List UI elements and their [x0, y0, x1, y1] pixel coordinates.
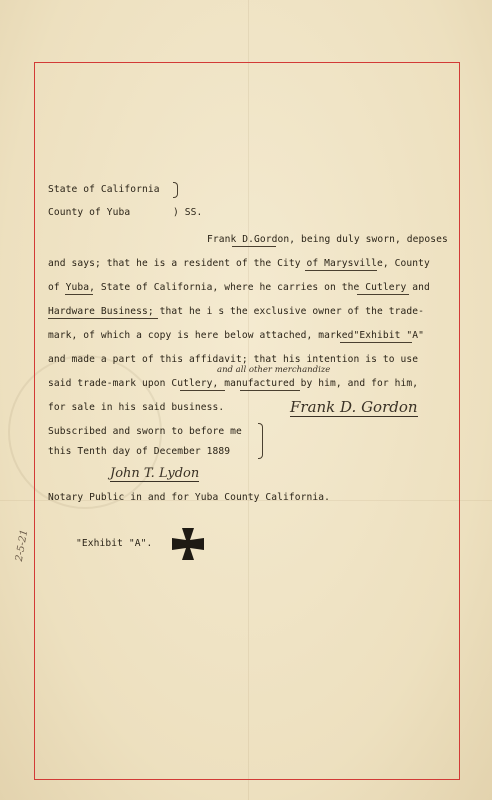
- underline: [65, 294, 93, 295]
- venue-bracket: [173, 182, 178, 198]
- affiant-signature: Frank D. Gordon: [290, 398, 418, 416]
- underline: [240, 390, 300, 391]
- underline: [340, 342, 412, 343]
- ss-mark: ) SS.: [173, 207, 203, 218]
- notary-signature: John T. Lydon: [110, 466, 200, 481]
- notary-title: Notary Public in and for Yuba County California.: [48, 492, 331, 503]
- body-line: Frank D.Gordon, being duly sworn, deposes: [207, 234, 448, 245]
- underline: [357, 294, 409, 295]
- body-line: for sale in his said business.: [48, 402, 225, 413]
- jurat-line: this Tenth day of December 1889: [48, 446, 231, 457]
- body-line: of Yuba, State of California, where he carries on the Cutlery and: [48, 282, 430, 293]
- cross-pattee-icon: [170, 526, 206, 562]
- underline: [232, 246, 276, 247]
- underline: [180, 390, 225, 391]
- state-line: State of California: [48, 184, 160, 195]
- exhibit-label: "Exhibit "A".: [76, 538, 153, 549]
- county-line: County of Yuba: [48, 207, 131, 218]
- margin-note: 2-5-21: [13, 528, 31, 563]
- jurat-bracket: [258, 423, 263, 459]
- body-line: and made a part of this affidavit; that his intention is to use: [48, 354, 419, 365]
- body-line: Hardware Business; that he i s the exclusive owner of the trade-: [48, 306, 425, 317]
- body-line: and says; that he is a resident of the City of Marysville, County: [48, 258, 430, 269]
- underline: [48, 318, 158, 319]
- red-border: [34, 62, 460, 780]
- jurat-line: Subscribed and sworn to before me: [48, 426, 242, 437]
- body-line: said trade-mark upon Cutlery, manufactured by him, and for him,: [48, 378, 419, 389]
- body-line: mark, of which a copy is here below attached, marked"Exhibit "A": [48, 330, 425, 341]
- handwritten-insertion: and all other merchandize: [217, 365, 331, 375]
- underline: [305, 270, 377, 271]
